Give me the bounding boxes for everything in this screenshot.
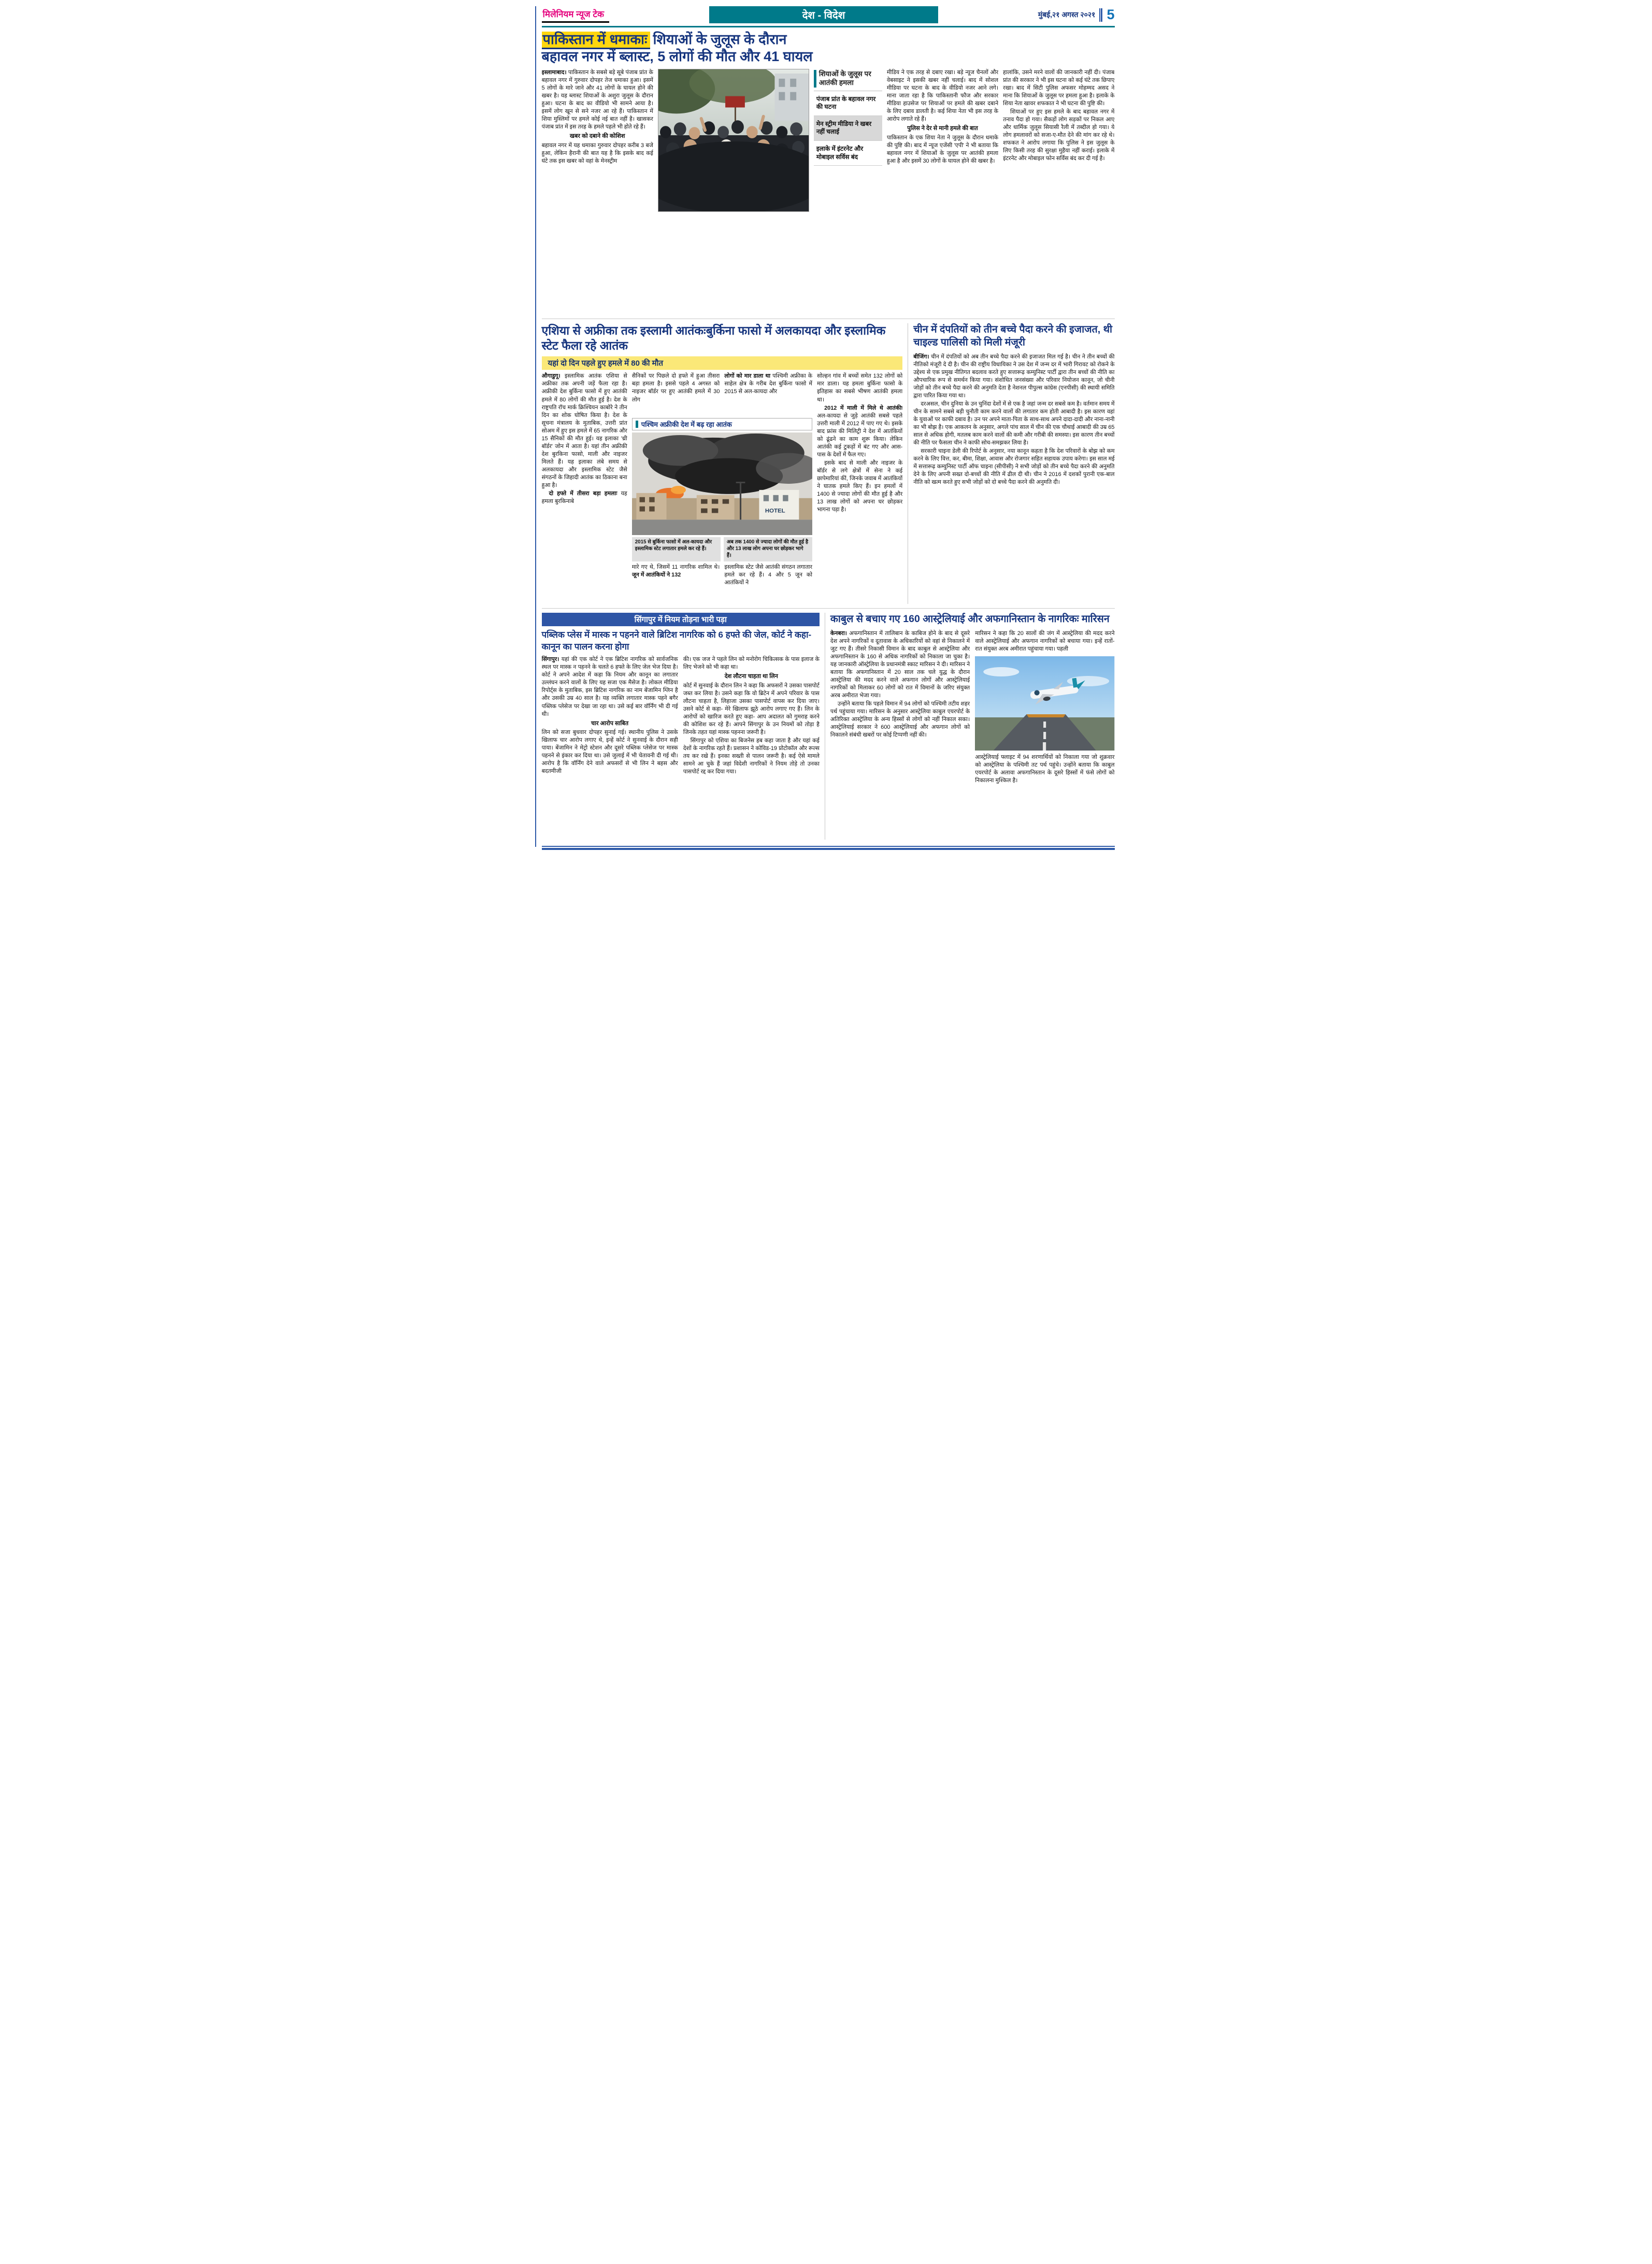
dateline: केनबरा।	[830, 630, 847, 637]
body-paragraph: शियाओं पर हुए इस हमले के बाद बहावल नगर में तनाव पैदा हो गया। सैकड़ों लोग सड़कों पर निकल आए और धार्मिक जुलूस सियासी रैली में तब्दील हो गया। ये लोग हमलावरों को सजा-ए-मौत देने की मांग कर रहे थे। शफकत ने आरोप लगाया कि पुलिस ने इस जुलूस के लिए किसी तरह की सुरक्षा मुहैया नहीं कराई। इलाके में इंटरनेट और मोबाइल फोन सर्विस बंद कर दी गई है।	[1003, 109, 1115, 162]
dateline: औगाडुगू।	[541, 373, 561, 380]
lead-headline-text1: शियाओं के जुलूस के दौरान	[653, 32, 787, 47]
newspaper-page	[528, 0, 1124, 854]
body-paragraph	[830, 630, 970, 700]
singapore-column-2	[683, 656, 820, 838]
dateline: सिंगापुर।	[541, 656, 559, 663]
dateline: इस्लामाबाद।	[541, 69, 567, 76]
column-subhead: चार आरोप साबित	[591, 720, 629, 727]
column-subhead: पुलिस ने देर से मानी हमले की बात	[907, 125, 978, 132]
kabul-photo-caption: आस्ट्रेलियाई फ्लाइट में 94 शरणार्थियों को निकाला गया जो शुक्रवार को आस्ट्रेलिया के पश्चिमी तट पर्थ पहुंचे। उन्होंने बताया कि काबुल एयरपोर्ट के अलावा अफगानिस्तान के दूसरे हिस्सों में फंसे लोगों को निकालना मुश्किल है।	[975, 754, 1115, 784]
page-number-divider	[1099, 8, 1102, 22]
body-paragraph: उन्होंने बताया कि पहले विमान में 94 लोगों को पश्चिमी तटीय शहर पर्थ पहुंचाया गया। मारिसन के अनुसार आस्ट्रेलिया काबुल एयरपोर्ट के अतिरिक्त आस्ट्रेलिया के अन्य हिस्सों से लोगों को नहीं निकाल सका। आस्ट्रेलियाई सरकार ने 600 आस्ट्रेलियाई और अफगान लोगों को निकालने संबंधी खबरों पर कोई टिप्पणी नहीं की।	[830, 701, 970, 739]
burkina-story	[542, 323, 903, 604]
body-paragraph: कोर्ट में सुनवाई के दौरान लिन ने कहा कि अफसरों ने उसका पासपोर्ट जब्त कर लिया है। उसने कहा कि वो ब्रिटेन में अपने परिवार के पास लौटना चाहता है, लिहाजा उसका पासपोर्ट वापस कर दिया जाए। उसने कोर्ट से कहा- मेरे खिलाफ झूठे आरोप लगाए गए हैं। लिन के आरोपों को खारिज करते हुए कहा- आप अदालत को गुमराह करने की कोशिश कर रहे हैं। आपने सिंगापुर के उन नियमों को तोड़ा है जिनके तहत यहां मास्क पहनना जरूरी है।	[683, 682, 820, 736]
shia-procession-photo	[658, 69, 809, 314]
lead-kicker: पाकिस्तान में धमाकाः	[542, 32, 650, 49]
hotel-sign: HOTEL	[765, 508, 785, 514]
body-paragraph	[542, 69, 653, 131]
body-text: पश्चिमी अफ्रीका के साहेल क्षेत्र के गरीब देश बुर्किना फासो में 2015 से अल-कायदा और	[724, 373, 813, 395]
run-in-subhead: दो हफ्ते में तीसरा बड़ा हमलाः	[549, 491, 617, 497]
kabul-headline: काबुल से बचाए गए 160 आस्ट्रेलियाई और अफगानिस्तान के नागरिकः मारिसन	[830, 613, 1110, 625]
body-paragraph: बहावल नगर में यह धमाका गुरुवार दोपहर करीब 3 बजे हुआ, लेकिन हैरानी की बात यह है कि इसके बाद कई घंटे तक इस खबर को वहां के मेनस्ट्रीम	[541, 142, 653, 164]
kabul-body	[830, 630, 1115, 823]
kabul-story	[830, 613, 1115, 840]
body-text: अफगानिस्तान में तालिबान के काबिज होने के बाद से दूसरे देश अपने नागरिकों व दूतावास के अधिकारियों को वहां से निकालने में जुट गए हैं। तीसरे निकासी विमान के बाद काबुल से आस्ट्रेलिया और अफगानिस्तान के 160 से अधिक नागरिकों को निकाला जा चुका है। यह जानकारी ऑस्ट्रेलिया के प्रधानमंत्री स्काट मारिसन ने दी। मारिसन ने बताया कि अफगानिस्तान में 20 साल तक चले युद्ध के दौरान आस्ट्रेलिया की मदद करने वाले अफगान लोगों और आस्ट्रेलियाई नागरिकों को मिलाकर 60 लोगों को रात में विमानों के जरिए संयुक्त अरब अमीरात भेजा गया।	[830, 630, 970, 699]
lead-column-3	[887, 69, 998, 314]
bottom-row	[542, 613, 1115, 840]
burkina-column-2-top: सैनिकों पर पिछले दो हफ्ते में हुआ तीसरा बड़ा हमला है। इससे पहले 4 अगस्त को नाइजर बॉर्डर पर हुए आतंकी हमले में 30 लोग	[631, 373, 720, 403]
singapore-story	[542, 613, 820, 840]
lead-headline-line1	[542, 31, 1115, 48]
body-text: यहां की एक कोर्ट ने एक ब्रिटिश नागरिक को सार्वजनिक स्थल पर मास्क न पहनने के चलते 6 हफ्ते के लिए जेल भेज दिया है। कोर्ट ने अपने आदेश में कहा कि नियम और कानून का लगातार उल्लंघन करने वालों के लिए यह सजा एक मैसेज है। लोकल मीडिया रिपोर्ट्स के मुताबिक, इस ब्रिटिश नागरिक का नाम बेंजामिन ग्लिन है और उसकी उम्र 40 साल है। यह व्यक्ति लगातार मास्क पहने बगैर पब्लिक प्लेसेज पर देखा जा रहा था। उसे कई बार वॉर्निंग भी दी गई थी।	[541, 656, 678, 717]
burkina-photo-header	[632, 418, 812, 430]
infobox-item: पंजाब प्रांत के बहावल नगर की घटना	[814, 91, 882, 116]
column-subhead: देश लौटना चाहता था लिन	[724, 673, 778, 680]
body-paragraph	[913, 353, 1114, 400]
lead-column-1	[542, 69, 653, 314]
body-text: अल-कायदा से जुड़े आतंकी सबसे पहले उत्तरी माली में 2012 में पाए गए थे। इसके बाद फ्रांस की मिलिट्री ने देश में आतंकियों को ढूंढने का काम शुरू किया। लेकिन आतंकी कई टुकड़ों में बंट गए और आस-पास के देशों में फैल गए।	[817, 412, 903, 458]
masthead-rule	[542, 26, 1115, 27]
airplane-illustration	[975, 656, 1114, 751]
burning-city-illustration	[632, 432, 812, 535]
burkina-column-4	[817, 372, 902, 604]
body-paragraph	[817, 405, 902, 459]
burkina-photo-captions	[632, 537, 812, 561]
singapore-body	[542, 656, 820, 838]
singapore-column-1	[542, 656, 678, 838]
china-story	[913, 323, 1114, 604]
body-text: चीन में दंपतियों को अब तीन बच्चे पैदा करने की इजाजत मिल गई है। चीन ने तीन बच्चों की नीतिको मंजूरी दे दी है। चीन की राष्ट्रीय विधायिका ने उस देश में जन्म दर में भारी गिरावट को रोकने के उद्देश्य से एक प्रमुख नीतिगत बदलाव करते हुए सत्तारूढ़ कम्युनिस्ट पार्टी द्वारा तीन बच्चों की नीति का औपचारिक रूप से समर्थन किया गया। संशोधित जनसंख्या और परिवार नियोजन कानून, जो चीनी जोड़ों को तीन बच्चे पैदा करने की अनुमति देता है नेशनल पीपुल्स कांग्रेस (एनपीसी) की स्थायी समिति द्वारा पारित किया गया था।	[913, 353, 1115, 399]
body-paragraph: की। एक जज ने पहले लिन को मनोरोग चिकित्सक के पास इलाज के लिए भेजने को भी कहा था।	[683, 656, 820, 671]
body-paragraph: सोल्हन गांव में बच्चों समेत 132 लोगों को मार डाला। यह हमला बुर्किना फासो के इतिहास का सबसे भीषण आतंकी हमला था।	[817, 373, 903, 403]
masthead	[542, 6, 1115, 23]
kabul-column-2	[975, 630, 1114, 823]
burkina-column-1	[542, 372, 627, 604]
crowd-photo-illustration	[658, 69, 809, 212]
burkina-top-text-row	[632, 372, 812, 416]
section-title-bar: देश - विदेश	[709, 6, 938, 23]
body-paragraph	[542, 656, 678, 718]
body-paragraph: मीडिय ने एक तरह से दबाए रखा। बड़े न्यूज चैनलों और वेबसाइट ने इसकी खबर नहीं चलाई। बाद में सोशल मीडिया पर घटना के बाद के वीडियो नजर आने लगे। माना जाता रहा है कि पाकिस्तानी फौज और सरकार मीडिया हाउसेज पर शियाओं पर हमले की खबर दबाने के लिए दबाव डालती है। कई शिया नेता भी इस तरह के आरोप लगाते रहे हैं।	[886, 69, 999, 123]
run-in-subhead: लोगों को मार डाला था	[724, 373, 771, 380]
newspaper-brand: मिलेनियम न्यूज टेक	[542, 7, 610, 23]
lead-body	[542, 69, 1115, 314]
burkina-column-3-top	[724, 372, 812, 416]
body-text: पाकिस्तान के सबसे बड़े सूबे पंजाब प्रांत के बहावल नगर में गुरुवार दोपहर तेज धमाका हुआ। इसमें 5 लोगों के मारे जाने और 41 लोगों के घायल होने की खबर है। यह ब्लास्ट शियाओं के अशुरा जुलूस के दौरान हुआ। घटना के बाद का वीडियो भी सामने आया है। इसमें लोग खून से सने नजर आ रहे हैं। पाकिस्तान में शिया मुस्लिमों पर हमले कोई नई बात नहीं है। खासकर पंजाब प्रांत में इस तरह के हमले पहले भी होते रहे हैं।	[541, 69, 653, 131]
infobox-title-row	[814, 69, 882, 91]
china-headline: चीन में दंपतियों को तीन बच्चे पैदा करने की इजाजत, थी चाइल्ड पालिसी को मिली मंजूरी	[913, 323, 1113, 349]
body-paragraph: दरअसल, चीन दुनिया के उन चुनिंदा देशों में से एक है जहां जन्म दर सबसे कम है। वर्तमान समय में चीन के सामने सबसे बड़ी चुनौती काम करने वालों की लगातार कम होती आबादी है। इस कारण वहां के युवाओं पर काफी दबाव है। उन पर अपने माता-पिता के साथ-साथ अपने दादा-दादी और नाना-नानी का भी बोझ है। एक आकलन के अनुसार, अगले पांच साल में चीन की एक चौथाई आबादी की उम्र 65 साल से अधिक होगी, मतलब काम करने वालों की कमी और गरीबी की समस्या। इस कारण तीन बच्चों की नीति पर फैसला चीन ने काफी सोच-समझकर लिया है।	[913, 400, 1115, 446]
photo-caption-right: अब तक 1400 से ज्यादा लोगों की मौत हुई है और 13 लाख लोग अपना घर छोड़कर भागे हैं।	[724, 537, 812, 561]
body-text: इस्लामिक आतंक एशिया से अफ्रीका तक अपनी जड़ें फैला रहा है। अफ्रीकी देश बुर्किना फासो में हुए आतंकी हमले में 80 लोगों की मौत हुई है। देश के राष्ट्रपति रॉच मार्क क्रिश्चियन काबोरे ने तीन दिन का शोक घोषित किया है। देश के सूचना मंत्रालय के मुताबिक, उत्तरी प्रांत सोअम में हुए इस हमले में 65 नागरिक और 15 सैनिकों की मौत हुई। यह इलाका 'थ्री बॉर्डर' जोन में आता है। यहां तीन अफ्रीकी देश बुरकिना फासो, माली और नाइजर मिलते हैं। यह इलाका लंबे समय से अलकायदा और इस्लामिक स्टेट जैसे संगठनों के जिहादी आतंक का ठिकाना बना हुआ है।	[541, 373, 627, 489]
burkina-column-3-bottom: इस्लामिक स्टेट जैसे आतंकी संगठन लगातार हमले कर रहे हैं। 4 और 5 जून को आतंकियों ने	[724, 564, 813, 586]
burkina-headline: एशिया से अफ्रीका तक इस्लामी आतंकःबुर्किना फासो में अलकायदा और इस्लामिक स्टेट फैला रहे आतंक	[541, 323, 886, 352]
body-paragraph: हालांकि, उसने मरने वालों की जानकारी नहीं दी। पंजाब प्रांत की सरकार ने भी इस घटना को कई घंटे तक छिपाए रखा। बाद में सिटी पुलिस अफसर मोहम्मद असद ने माना कि शियाओं के जुलूस पर हमला हुआ है। इलाके के शिया नेता खावर शफकात ने भी घटना की पुष्टि की।	[1003, 69, 1115, 107]
column-subhead: खबर को दबाने की कोशिश	[569, 133, 625, 140]
china-body	[913, 353, 1114, 602]
burning-city-photo	[632, 432, 812, 535]
body-paragraph: इसके बाद से माली और नाइजर के बॉर्डर से लगे क्षेत्रों में सेना ने कई छापेमारियां कीं, जिनके जवाब में आतंकियों ने घातक हमले किए हैं। इन हमलों में 1400 से ज्यादा लोगों की मौत हुई है और 13 लाख लोगों को अपना घर छोड़कर भागना पड़ा है।	[817, 459, 903, 513]
infobox-title: शियाओं के जुलूस पर आतंकी हमला	[818, 69, 871, 86]
burkina-bottom-text-row	[632, 564, 812, 604]
burkina-photo-title: पश्चिम अफ्रीकी देश में बढ़ रहा आतंक	[641, 421, 732, 429]
body-paragraph: लिन को सजा बुधवार दोपहर सुनाई गई। स्थानीय पुलिस ने उसके खिलाफ चार आरोप लगाए थे, इन्हें कोर्ट ने सुनवाई के दौरान सही पाया। बेंजामिन ने मेट्रो स्टेशन और दूसरे पब्लिक प्लेसेज पर मास्क पहनने से इंकार कर दिया था। उसे जुलाई में भी चेतावनी दी गई थी। आरोप है कि वॉर्निंग देने वाले अफसरों से भी लिन ने बहस और बदतमीजी	[541, 729, 678, 775]
body-paragraph	[542, 490, 627, 506]
lead-headline-line2: बहावल नगर में ब्लास्ट, 5 लोगों की मौत और 41 घायल	[541, 48, 813, 64]
run-in-subhead: जून में आतंकियों ने 132	[631, 571, 681, 578]
burkina-column-2-bottom	[632, 564, 720, 604]
body-paragraph	[542, 372, 627, 489]
page-number: 5	[1107, 7, 1115, 22]
lead-column-4	[1003, 69, 1114, 314]
singapore-headline: पब्लिक प्लेस में मास्क न पहनने वाले ब्रिटिश नागरिक को 6 हफ्ते की जेल, कोर्ट ने कहा- कानून का पालन करना होगा	[541, 630, 812, 652]
body-text: यह हमला बुरकिनाबे	[541, 491, 627, 505]
page-bottom-rule	[542, 846, 1115, 850]
burkina-subhead-bar: यहां दो दिन पहले हुए हमले में 80 की मौत	[542, 356, 903, 370]
kabul-column-1	[830, 630, 970, 823]
kabul-column-2-intro: मारिसन ने कहा कि 20 सालों की जंग में आस्ट्रेलिया की मदद करने वाले आस्ट्रेलियाई और अफगान नागरिकों को बचाया गया। इन्हें रातों-रात संयुक्त अरब अमीरात पहुंचाया गया। पहली	[975, 630, 1115, 652]
body-paragraph: सिंगापुर को एशिया का बिजनेस हब कहा जाता है और यहां कई देशों के नागरिक रहते हैं। प्रशासन ने कोविड-19 प्रोटोकॉल और रूल्स तय कर रखे हैं। इनका सख्ती से पालन जरूरी है। कई ऐसे मामले सामने आ चुके हैं जहां विदेशी नागरिकों ने नियम तोड़े तो उनका पासपोर्ट रद्द कर दिया गया।	[683, 738, 820, 775]
airplane-takeoff-photo	[975, 656, 1114, 751]
edition-date: मुंबई,२१ अगस्त २०२१	[1038, 10, 1096, 19]
body-paragraph: सरकारी चाइना डेली की रिपोर्ट के अनुसार, नया कानून कहता है कि देश परिवारों के बोझ को कम करने के लिए वित्त, कर, बीमा, शिक्षा, आवास और रोजगार सहित सहायक उपाय करेगा। इस साल मई में सत्तारूढ़ कम्युनिस्ट पार्टी ऑफ चाइना (सीपीसी) ने सभी जोड़ों को तीन बच्चे पैदा करने की अनुमति देने के लिए अपनी सख्त दो-बच्चों की नीति में ढील दी थी। चीन ने 2016 में दशकों पुरानी एक-बाल नीति को खत्म करते हुए सभी जोड़ों को दो बच्चे पैदा करने की अनुमति दी।	[913, 448, 1115, 486]
dateline: बीजिंग।	[913, 353, 929, 360]
infobox-item: इलाके में इंटरनेट और मोबाइल सर्विस बंद	[814, 141, 882, 166]
photo-caption-left: 2015 से बुर्किना फासो में अल-कायदा और इस्लामिक स्टेट लगातार हमले कर रहे हैं।	[632, 537, 721, 561]
lead-story	[542, 31, 1115, 314]
edition-info	[1038, 8, 1115, 22]
section-divider	[542, 608, 1115, 609]
teal-accent-bar	[636, 421, 638, 428]
page-left-rule	[535, 6, 536, 847]
lead-infobox	[814, 69, 882, 314]
middle-row	[542, 323, 1115, 604]
body-paragraph: पाकिस्तान के एक शिया नेता ने जुलूस के दौरान धमाके की पुष्टि की। बाद में न्यूज एजेंसी 'एपी' ने भी बताया कि बहावल नगर में शियाओं के जुलूस पर आतंकी हमला हुआ है और इसमें 30 लोगों के घायल होने की खबर है।	[886, 134, 999, 164]
body-text: मारे गए थे, जिसमें 11 नागरिक शामिल थे।	[631, 564, 720, 570]
run-in-subhead: 2012 में माली में मिले थे आतंकीः	[824, 405, 903, 411]
burkina-body	[542, 372, 903, 604]
singapore-topbar: सिंगापुर में नियम तोड़ना भारी पड़ा	[542, 613, 820, 626]
infobox-item: मेन स्ट्रीम मीडिया ने खबर नहीं चलाई	[814, 116, 882, 141]
teal-accent-bar	[814, 70, 816, 88]
burkina-middle-group	[632, 372, 812, 604]
